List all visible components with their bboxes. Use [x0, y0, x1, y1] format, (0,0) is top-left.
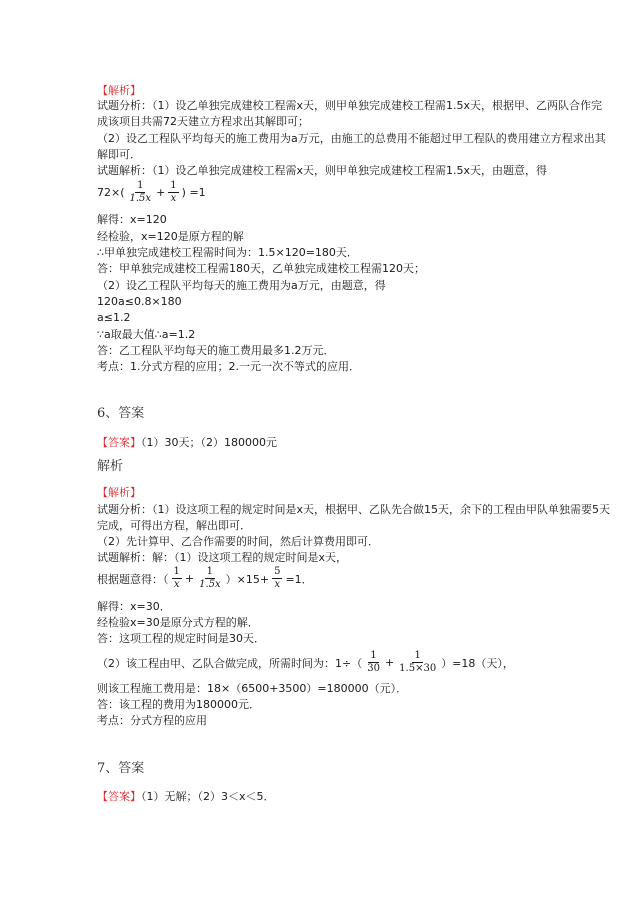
- text-line: （2）设乙工程队平均每天的施工费用为a万元，由施工的总费用不能超过甲工程队的费用建立方程求出其: [97, 132, 606, 145]
- eq-plus: +: [184, 572, 195, 585]
- fraction: $\frac{1}{1.5\times 30}$: [399, 650, 437, 674]
- text-line: 答：甲单独完成建校工程需180天，乙单独完成建校工程需120天；: [97, 262, 425, 275]
- text-line: ∵a取最大值∴a=1.2: [97, 328, 196, 341]
- equation-2: [97, 566, 313, 591]
- text-line: 解得：x=120: [97, 213, 167, 226]
- fraction: $\frac{1}{30}$: [367, 650, 380, 674]
- text-line: 解即可．: [97, 148, 141, 161]
- jiexi-label: 【解析】: [97, 84, 141, 97]
- equation-1: [97, 180, 206, 205]
- eq-prefix: （2）该工程由甲、乙队合做完成，所需时间为：1÷（: [97, 656, 363, 670]
- eq-suffix: ) =1: [181, 186, 206, 199]
- text-line: （2）设乙工程队平均每天的施工费用为a万元，由题意，得: [97, 279, 386, 292]
- fraction: $\frac{1}{1.5x}$: [199, 566, 221, 590]
- text-line: 答：这项工程的规定时间是30天．: [97, 632, 265, 645]
- section-heading: 6、答案: [97, 406, 145, 421]
- text-line: （2）先计算甲、乙合作需要的时间，然后计算费用即可．: [97, 535, 379, 548]
- text-line: ∴甲单独完成建校工程需时间为：1.5×120=180天．: [97, 246, 358, 259]
- text-line: 试题分析：（1）设这项工程的规定时间是x天，根据甲、乙队先合做15天，余下的工程由甲队单独需要5天: [97, 503, 611, 516]
- jiexi-heading: 解析: [97, 459, 124, 474]
- fraction: $\frac{1}{x}$: [170, 180, 177, 204]
- text-line: 120a≤0.8×180: [97, 295, 182, 308]
- fraction: $\frac{5}{x}$: [274, 566, 281, 590]
- eq-suffix: =1．: [285, 572, 313, 586]
- text-line: 经检验，x=120是原方程的解: [97, 230, 244, 243]
- text-line: 考点：1.分式方程的应用；2.一元一次不等式的应用．: [97, 360, 360, 373]
- text-line: a≤1.2: [97, 311, 131, 324]
- text-line: 则该工程施工费用是：18×（6500+3500）=180000（元）．: [97, 682, 408, 695]
- text-line: 试题解析：解：（1）设这项工程的规定时间是x天，: [97, 551, 348, 564]
- text-line: 经检验x=30是原分式方程的解．: [97, 616, 259, 629]
- answer-text: （1）无解；（2）3＜x＜5．: [141, 790, 275, 803]
- answer-line: [97, 436, 277, 450]
- answer-line: [97, 790, 275, 804]
- text-line: 考点：分式方程的应用: [97, 714, 207, 727]
- section-heading: 7、答案: [97, 761, 145, 776]
- text-line: 解得：x=30．: [97, 600, 171, 613]
- equation-3: [97, 650, 514, 675]
- text-line: 试题解析：（1）设乙单独完成建校工程需x天，则甲单独完成建校工程需1.5x天，由题意，得: [97, 164, 548, 177]
- eq-mid: ）×15+: [225, 572, 270, 586]
- fraction: $\frac{1}{x}$: [173, 566, 180, 590]
- eq-prefix: 根据题意得：（: [97, 572, 169, 586]
- text-line: 成该项目共需72天建立方程求出其解即可；: [97, 115, 309, 128]
- eq-plus: +: [384, 656, 395, 669]
- text-line: 试题分析：（1）设乙单独完成建校工程需x天，则甲单独完成建校工程需1.5x天，根据甲、乙两队合作完: [97, 99, 603, 112]
- text-line: 答：该工程的费用为180000元．: [97, 698, 260, 711]
- answer-label: 【答案】: [97, 790, 141, 803]
- eq-prefix: 72×(: [97, 186, 125, 199]
- fraction: $\frac{1}{1.5x}$: [129, 180, 152, 204]
- eq-suffix: ）=18（天），: [441, 656, 514, 670]
- text-line: 完成，可得出方程，解出即可．: [97, 519, 251, 532]
- answer-text: （1）30天；（2）180000元: [141, 436, 277, 449]
- text-line: 答：乙工程队平均每天的施工费用最多1.2万元．: [97, 344, 335, 357]
- eq-plus: +: [156, 186, 166, 199]
- answer-label: 【答案】: [97, 436, 141, 449]
- jiexi-label: 【解析】: [97, 486, 141, 499]
